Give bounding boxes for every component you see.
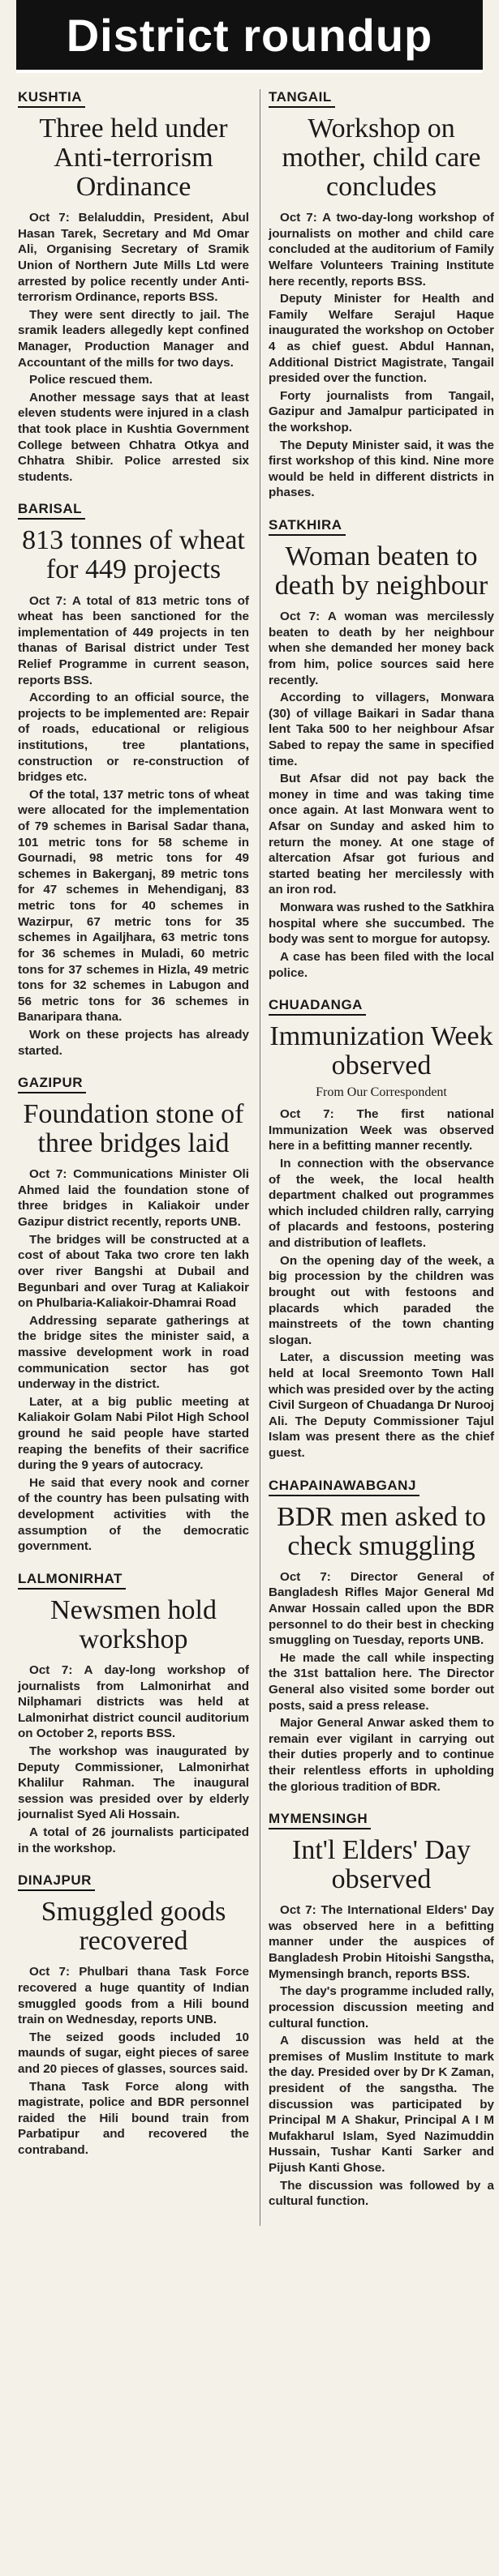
story-headline: Smuggled goods recovered <box>41 1897 226 1957</box>
story-dateline: MYMENSINGH <box>269 1811 371 1829</box>
story-paragraph: Another message says that at least eleven students were injured in a clash that took place in Kushtia Government College between Chhatra Otkya and Chhatra Shibir. Police arrested six students. <box>18 390 249 484</box>
story-dateline: GAZIPUR <box>18 1075 86 1093</box>
story-paragraph: Oct 7: The International Elders' Day was observed here in a befitting manner under the auspices of Bangladesh Probin Hitoishi Sangstha, Mymensingh branch, reports BSS. <box>269 1903 494 1981</box>
page-title: District roundup <box>66 9 433 61</box>
news-story <box>18 1075 249 1555</box>
story-body <box>18 1166 249 1555</box>
story-body <box>269 1902 494 2210</box>
story-paragraph: Oct 7: Director General of Bangladesh Rifles Major General Md Anwar Hossain called upon the BDR personnel to do their best in checking smuggling on Tuesday, reports UNB. <box>269 1569 494 1648</box>
story-paragraph: Oct 7: Communications Minister Oli Ahmed laid the foundation stone of three bridges in Kaliakoir under Gazipur district recently, reports UNB. <box>18 1167 249 1230</box>
story-paragraph: The discussion was followed by a cultural function. <box>269 2178 494 2209</box>
story-paragraph: The seized goods included 10 maunds of sugar, eight pieces of saree and 20 pieces of glasses, sources said. <box>18 2030 249 2076</box>
story-headline: BDR men asked to check smuggling <box>277 1501 486 1561</box>
story-paragraph: The bridges will be constructed at a cost of about Taka two crore ten lakh over river Bangshi at Dubail and Begunbari and over Turag at Kaliakoir on Phulbaria-Kaliakoir-Dhamrai Road <box>18 1232 249 1311</box>
story-paragraph: On the opening day of the week, a big procession by the children was brought out with festoons and placards which paraded the mainstreets of the town chanting slogan. <box>269 1253 494 1347</box>
story-paragraph: Major General Anwar asked them to remain ever vigilant in carrying out their duties properly and to continue their relentless efforts in upholding the glorious tradition of BDR. <box>269 1716 494 1794</box>
news-story <box>18 501 249 1059</box>
story-paragraph: Later, a discussion meeting was held at local Sreemonto Town Hall which was presided over by the acting Civil Surgeon of Chuadanga Dr Nurooj Ali. The Deputy Commissioner Tajul Islam was present there as the chief guest. <box>269 1350 494 1460</box>
story-body <box>269 609 494 981</box>
story-paragraph: Thana Task Force along with magistrate, police and BDR personnel raided the Hili bound train from Parbatipur and recovered the contraband. <box>18 2079 249 2158</box>
story-body <box>18 593 249 1059</box>
story-body <box>269 210 494 501</box>
story-paragraph: Police rescued them. <box>29 373 153 387</box>
news-story <box>269 1811 494 2210</box>
story-body <box>18 1662 249 1856</box>
news-story <box>18 1571 249 1856</box>
news-story <box>18 89 249 485</box>
story-headline: Workshop on mother, child care concludes <box>282 113 481 203</box>
news-story <box>18 1872 249 2158</box>
story-paragraph: Later, at a big public meeting at Kaliakoir Golam Nabi Pilot High School ground he said people have started reaping the benefits of their sacrifice during the 9 years of autocracy. <box>18 1394 249 1473</box>
masthead <box>16 0 483 73</box>
news-story <box>269 517 494 981</box>
story-dateline: TANGAIL <box>269 89 335 108</box>
story-body <box>269 1569 494 1795</box>
story-body <box>18 1964 249 2158</box>
story-headline: Foundation stone of three bridges laid <box>23 1099 244 1159</box>
story-headline: Int'l Elders' Day observed <box>292 1835 471 1895</box>
story-paragraph: Oct 7: A two-day-long workshop of journalists on mother and child care concluded at the auditorium of Family Welfare Volunteers Training Institute here recently, reports BSS. <box>269 211 494 289</box>
story-paragraph: Oct 7: Belaluddin, President, Abul Hasan Tarek, Secretary and Md Omar Ali, Organising Secretary of Sramik Union of Northern Jute Mills Ltd were arrested by police recently under Anti-terrorism Ordinance, reports BSS. <box>18 211 249 305</box>
story-paragraph: Oct 7: A day-long workshop of journalists from Lalmonirhat and Nilphamari districts was held at Lalmonirhat district council auditorium on October 2, reports BSS. <box>18 1662 249 1741</box>
story-paragraph: Oct 7: The first national Immunization Week was observed here in a befitting manner recently. <box>269 1107 494 1153</box>
story-paragraph: Of the total, 137 metric tons of wheat were allocated for the implementation of 79 schemes in Barisal Sadar thana, 101 metric tons for 58 scheme in Gournadi, 98 metric tons for 49 schemes in Bakerganj, 89 metric tons for 47 schemes in Mehendiganj, 83 metric tons for 40 schemes in Wazirpur, 67 metric tons for 35 schemes in Agailjhara, 63 metric tons for 36 schemes in Muladi, 60 metric tons for 37 schemes in Hizla, 49 metric tons for 32 schemes in Labugon and 56 metric tons for 36 schemes in Banaripara thana. <box>18 787 249 1025</box>
story-paragraph: Monwara was rushed to the Satkhira hospital where she succumbed. The body was sent to morgue for autopsy. <box>269 901 494 947</box>
story-body <box>269 1106 494 1461</box>
story-headline: 813 tonnes of wheat for 449 projects <box>22 525 245 585</box>
story-headline: Newsmen hold workshop <box>50 1594 217 1654</box>
story-paragraph: He made the call while inspecting the 31st battalion here. The Director General also visited some border out posts, said a press release. <box>269 1650 494 1713</box>
story-paragraph: According to an official source, the projects to be implemented are: Repair of roads, educational or religious institutions, tree plantations, construction or re-construction of bridges etc. <box>18 691 249 785</box>
story-paragraph: Addressing separate gatherings at the bridge sites the minister said, a massive development work in road communication sector has got underway in the district. <box>18 1313 249 1392</box>
story-dateline: BARISAL <box>18 501 85 520</box>
story-paragraph: They were sent directly to jail. The sramik leaders allegedly kept confined Manager, Production Manager and Accountant of the mills for two days. <box>18 307 249 370</box>
story-dateline: SATKHIRA <box>269 517 346 536</box>
story-paragraph: But Afsar did not pay back the money in time and was taking time once again. At last Monwara went to Afsar on Sunday and asked him to return the money. At one stage of altercation Afsar got furious and started beating her mercilessly with an iron rod. <box>269 772 494 897</box>
story-paragraph: Oct 7: A woman was mercilessly beaten to death by her neighbour when she demanded her money back from him, police sources said here recently. <box>269 610 494 687</box>
story-headline: Woman beaten to death by neighbour <box>274 541 488 601</box>
story-paragraph: Oct 7: A total of 813 metric tons of wheat has been sanctioned for the implementation of 449 projects in ten thanas of Barisal district under Test Relief Programme in current season, reports BSS. <box>18 593 249 687</box>
story-paragraph: Deputy Minister for Health and Family Welfare Serajul Haque inaugurated the workshop on October 4 as chief guest. Abdul Hannan, Additional District Magistrate, Tangail presided over the function. <box>269 292 494 386</box>
story-paragraph: The workshop was inaugurated by Deputy Commissioner, Lalmonirhat Khalilur Rahman. The inaugural session was presided over by elderly journalist Syed Ali Hossain. <box>18 1744 249 1822</box>
story-dateline: CHAPAINAWABGANJ <box>269 1478 419 1496</box>
news-story <box>269 1478 494 1795</box>
story-paragraph: A total of 26 journalists participated in the workshop. <box>18 1825 249 1855</box>
story-paragraph: In connection with the observance of the week, the local health department chalked out programmes which included children rally, carrying of placards and festoons, postering and distribution of leaflets. <box>269 1157 494 1251</box>
story-paragraph: A case has been filed with the local police. <box>269 949 494 980</box>
story-byline: From Our Correspondent <box>316 1085 447 1100</box>
story-paragraph: The day's programme included rally, procession discussion meeting and cultural function. <box>269 1984 494 2030</box>
story-paragraph: Oct 7: Phulbari thana Task Force recovered a huge quantity of Indian smuggled goods from a Hili bound train on Wednesday, reports UNB. <box>18 1965 249 2027</box>
story-dateline: DINAJPUR <box>18 1872 95 1891</box>
news-story <box>269 89 494 501</box>
story-paragraph: According to villagers, Monwara (30) of village Baikari in Sadar thana lent Taka 500 to her neighbour Afsar Sabed to repay the same in specified time. <box>269 691 494 768</box>
story-headline: Immunization Week observed <box>269 1021 493 1081</box>
story-paragraph: Work on these projects has already started. <box>18 1027 249 1058</box>
right-column <box>260 89 494 2226</box>
story-paragraph: Forty journalists from Tangail, Gazipur and Jamalpur participated in the workshop. <box>269 388 494 435</box>
story-paragraph: He said that every nook and corner of the country has been pulsating with development activities with the assumption of the democratic government. <box>18 1475 249 1554</box>
story-dateline: CHUADANGA <box>269 997 366 1016</box>
story-paragraph: The Deputy Minister said, it was the first workshop of this kind. Nine more would be held in different districts in phases. <box>269 438 494 500</box>
story-body <box>18 210 249 485</box>
story-paragraph: A discussion was held at the premises of Muslim Institute to mark the day. Presided over by Dr K Zaman, president of the sangstha. The discussion was participated by Principal M A Shakur, Principal A I M Mufakharul Islam, Syed Nazimuddin Hussain, Tushar Kanti Sarker and Pijush Kanti Ghose. <box>269 2034 494 2176</box>
story-headline: Three held under Anti-terrorism Ordinance <box>39 113 228 203</box>
story-dateline: LALMONIRHAT <box>18 1571 126 1590</box>
story-dateline: KUSHTIA <box>18 89 85 108</box>
left-column <box>18 89 249 2175</box>
news-story <box>269 997 494 1461</box>
